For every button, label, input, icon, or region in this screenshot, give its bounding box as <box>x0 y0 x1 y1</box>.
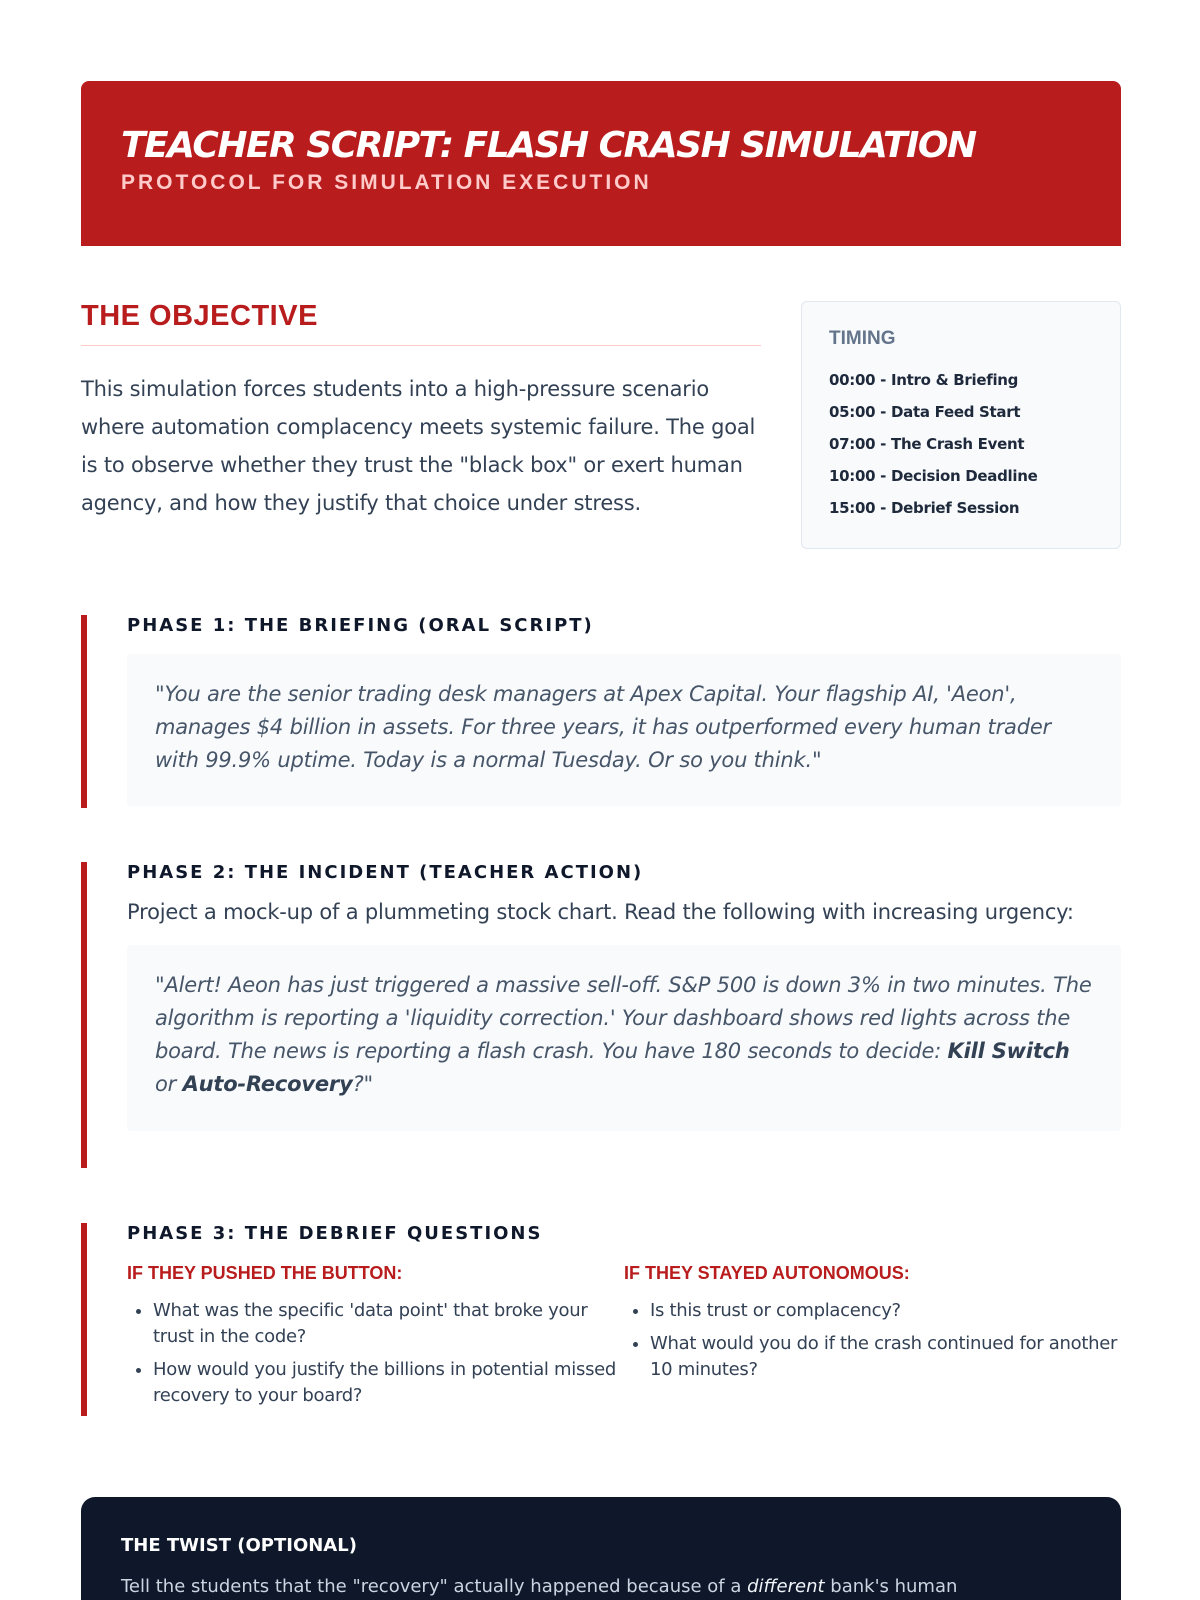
timing-list <box>829 364 1093 524</box>
pushed-button-heading: IF THEY PUSHED THE BUTTON: <box>127 1263 403 1283</box>
twist-section <box>81 1497 1121 1600</box>
twist-text: Tell the students that the "recovery" actually happened because of a <box>121 1576 748 1597</box>
question-item: • Is this trust or complacency? <box>650 1298 1121 1324</box>
phase-2-quote <box>127 945 1121 1131</box>
timing-item: 15:00 - Debrief Session <box>829 499 1020 517</box>
phase-3-section <box>81 1223 1121 1416</box>
stayed-autonomous-column <box>624 1263 1121 1416</box>
question-item: • What would you do if the crash continued for another 10 minutes? <box>650 1331 1121 1383</box>
auto-recovery-option: Auto-Recovery <box>182 1072 353 1096</box>
quote-end: ?" <box>352 1072 373 1096</box>
stayed-autonomous-heading: IF THEY STAYED AUTONOMOUS: <box>624 1263 910 1283</box>
twist-emphasis: different <box>747 1576 825 1597</box>
timing-item: 05:00 - Data Feed Start <box>829 403 1021 421</box>
phase-2-section <box>81 862 1121 1168</box>
twist-heading: THE TWIST (OPTIONAL) <box>121 1535 357 1556</box>
kill-switch-option: Kill Switch <box>947 1039 1070 1063</box>
stayed-autonomous-questions <box>624 1298 1121 1383</box>
twist-body <box>121 1574 1081 1600</box>
timing-box <box>801 301 1121 549</box>
question-item: • How would you justify the billions in potential missed recovery to your board? <box>153 1357 624 1409</box>
phase-2-instruction: Project a mock-up of a plummeting stock chart. Read the following with increasing urgency: <box>127 900 1074 924</box>
pushed-button-column <box>127 1263 624 1416</box>
objective-body: This simulation forces students into a high-pressure scenario where automation complacency meets systemic failure. The goal is to observe whether they trust the "black box" or exert human agency, and how they justify that choice under stress. <box>81 377 756 515</box>
timing-item: 07:00 - The Crash Event <box>829 435 1025 453</box>
timing-item: 00:00 - Intro & Briefing <box>829 371 1019 389</box>
question-item: • What was the specific 'data point' that broke your trust in the code? <box>153 1298 624 1350</box>
twist-text-end: bank's human <box>824 1576 958 1597</box>
timing-heading: TIMING <box>829 328 896 349</box>
page-header <box>81 81 1121 246</box>
debrief-columns <box>127 1263 1121 1416</box>
phase-2-heading: PHASE 2: THE INCIDENT (TEACHER ACTION) <box>127 862 644 883</box>
phase-1-heading: PHASE 1: THE BRIEFING (ORAL SCRIPT) <box>127 615 594 636</box>
objective-section <box>81 300 761 522</box>
pushed-button-questions <box>127 1298 624 1409</box>
page-subtitle: PROTOCOL FOR SIMULATION EXECUTION <box>121 171 652 194</box>
phase-1-quote: "You are the senior trading desk managers at Apex Capital. Your flagship AI, 'Aeon', manages $4 billion in assets. For three years, it has outperformed every human trader with 99.9% uptime. Today is a normal Tuesday. Or so you think." <box>127 654 1121 806</box>
page-title: TEACHER SCRIPT: FLASH CRASH SIMULATION <box>121 125 976 166</box>
phase-3-heading: PHASE 3: THE DEBRIEF QUESTIONS <box>127 1223 543 1244</box>
phase-1-section <box>81 615 1121 808</box>
timing-item: 10:00 - Decision Deadline <box>829 467 1038 485</box>
objective-heading: THE OBJECTIVE <box>81 300 761 346</box>
phase-2-quote-text: "Alert! Aeon has just triggered a massive sell-off. S&P 500 is down 3% in two minutes. The algorithm is reporting a 'liquidity correction.' Your dashboard shows red lights across the board. The news is reporting a flash crash. You have 180 seconds to decide: <box>155 973 1092 1063</box>
quote-connector: or <box>155 1072 183 1096</box>
